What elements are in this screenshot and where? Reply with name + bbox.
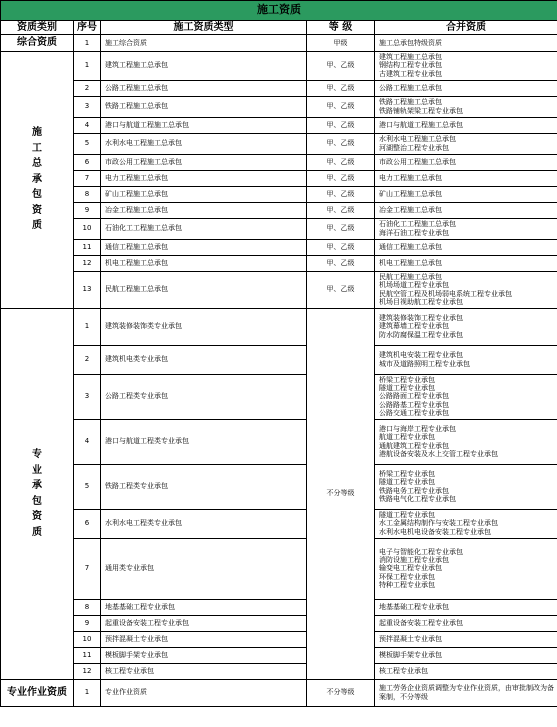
merged-item: 海洋石油工程专业承包: [379, 228, 449, 237]
merged-item: 航道工程专业承包: [379, 433, 435, 442]
row-number: 4: [74, 419, 101, 464]
table-row: [1, 154, 557, 170]
merged-item: 港航设备安装及水上交管工程专业承包: [379, 449, 498, 458]
qualification-level: 甲、乙级: [307, 255, 375, 271]
row-number: 6: [74, 509, 101, 538]
merged-item: 电力工程施工总承包: [379, 173, 442, 182]
row-number: 1: [74, 308, 101, 345]
qualification-type: 市政公用工程施工总承包: [101, 154, 307, 170]
row-number: 8: [74, 186, 101, 202]
category-text: 综合资质: [17, 37, 57, 48]
merged-item: 建筑幕墙工程专业承包: [379, 322, 449, 331]
qualification-type: 公路工程施工总承包: [101, 80, 307, 96]
merged-item: 防水防腐保温工程专业承包: [379, 330, 463, 339]
table-body: [1, 35, 557, 707]
table-row: [1, 35, 557, 52]
merged-item: 环保工程专业承包: [379, 572, 435, 581]
table-row: [1, 663, 557, 679]
table-row: [1, 80, 557, 96]
table-row: [1, 51, 557, 80]
merged-item: 地基基础工程专业承包: [379, 602, 449, 611]
category-text: 资: [32, 511, 42, 522]
qualification-level: 甲、乙级: [307, 186, 375, 202]
merged-qualifications: [375, 679, 557, 706]
row-number: 11: [74, 647, 101, 663]
table-row: [1, 308, 557, 345]
row-number: 6: [74, 154, 101, 170]
table-row: [1, 599, 557, 615]
row-number: 1: [74, 51, 101, 80]
row-number: 3: [74, 374, 101, 419]
table-row: [1, 464, 557, 509]
merged-item: 公路路面工程专业承包: [379, 392, 449, 401]
merged-item: 铁路电气化工程专业承包: [379, 494, 456, 503]
row-number: 2: [74, 80, 101, 96]
qualification-type: 建筑工程施工总承包: [101, 51, 307, 80]
row-number: 4: [74, 117, 101, 133]
merged-item: 民航空管工程及机场弱电系统工程专业承包: [379, 289, 512, 298]
merged-qualifications: [375, 154, 557, 170]
merged-qualifications: [375, 509, 557, 538]
table-row: [1, 170, 557, 186]
merged-item: 公路工程施工总承包: [379, 83, 442, 92]
merged-item: 水工金属结构制作与安装工程专业承包: [379, 519, 498, 528]
merged-item: 电子与智能化工程专业承包: [379, 548, 463, 557]
category-text: 专: [32, 449, 42, 460]
merged-qualifications: [375, 255, 557, 271]
qualification-type: 水利水电工程施工总承包: [101, 133, 307, 154]
merged-item: 隧道工程专业承包: [379, 478, 435, 487]
merged-item: 铁路电务工程专业承包: [379, 486, 449, 495]
merged-item: 钢结构工程专业承包: [379, 61, 442, 70]
qualification-type: 水利水电工程类专业承包: [101, 509, 307, 538]
merged-qualifications: [375, 538, 557, 599]
merged-qualifications: [375, 133, 557, 154]
qualification-level: 不分等级: [307, 679, 375, 706]
table-row: [1, 239, 557, 255]
merged-item: 建筑装修装饰工程专业承包: [379, 314, 463, 323]
merged-qualifications: [375, 239, 557, 255]
merged-qualifications: [375, 631, 557, 647]
merged-item: 消防设施工程专业承包: [379, 556, 449, 565]
header-level: 等 级: [307, 21, 375, 35]
qualification-level: 甲、乙级: [307, 202, 375, 218]
row-number: 10: [74, 631, 101, 647]
table-row: [1, 631, 557, 647]
category-cell: [1, 51, 74, 308]
merged-qualifications: [375, 345, 557, 374]
merged-qualifications: [375, 647, 557, 663]
category-text: 资: [32, 204, 42, 216]
merged-item: 起重设备安装工程专业承包: [379, 618, 463, 627]
qualification-type: 机电工程施工总承包: [101, 255, 307, 271]
qualification-type: 通用类专业承包: [101, 538, 307, 599]
qualification-type: 通信工程施工总承包: [101, 239, 307, 255]
merged-item: 特种工程专业承包: [379, 580, 435, 589]
merged-item: 水利水电机电设备安装工程专业承包: [379, 527, 491, 536]
row-number: 5: [74, 464, 101, 509]
merged-item: 建筑工程施工总承包: [379, 53, 442, 62]
merged-item: 隧道工程专业承包: [379, 384, 435, 393]
table-row: [1, 117, 557, 133]
qualification-level: 甲、乙级: [307, 239, 375, 255]
category-text: 施: [32, 127, 42, 139]
qualification-level: 不分等级: [307, 308, 375, 679]
header-category: 资质类别: [1, 21, 74, 35]
merged-item: 通信工程施工总承包: [379, 242, 442, 251]
qualification-type: 施工综合资质: [101, 35, 307, 52]
category-cell: [1, 35, 74, 52]
category-text: 包: [32, 495, 42, 507]
merged-qualifications: [375, 374, 557, 419]
qualification-level: 甲、乙级: [307, 117, 375, 133]
table-row: [1, 615, 557, 631]
merged-item: 市政公用工程施工总承包: [379, 157, 456, 166]
merged-qualifications: [375, 218, 557, 239]
table-row: [1, 679, 557, 706]
merged-item: 隧道工程专业承包: [379, 511, 435, 520]
merged-item: 桥梁工程专业承包: [379, 376, 435, 385]
category-text: 工: [32, 142, 42, 154]
merged-item: 施工劳务企业资质调整为专业作业资质，由审批制改为备案制，不分等级: [379, 684, 554, 701]
qualification-type: 民航工程施工总承包: [101, 271, 307, 308]
merged-qualifications: [375, 464, 557, 509]
merged-qualifications: [375, 663, 557, 679]
row-number: 9: [74, 615, 101, 631]
qualification-type: 铁路工程类专业承包: [101, 464, 307, 509]
qualification-type: 公路工程类专业承包: [101, 374, 307, 419]
qualification-level: 甲、乙级: [307, 170, 375, 186]
header-no: 序号: [74, 21, 101, 35]
category-text: 业: [32, 464, 42, 476]
merged-qualifications: [375, 170, 557, 186]
header-type: 施工资质类型: [101, 21, 307, 35]
merged-item: 冶金工程施工总承包: [379, 205, 442, 214]
merged-qualifications: [375, 615, 557, 631]
qualification-type: 冶金工程施工总承包: [101, 202, 307, 218]
merged-qualifications: [375, 308, 557, 345]
qualification-level: 甲、乙级: [307, 133, 375, 154]
merged-item: 城市及道路照明工程专业承包: [379, 359, 470, 368]
table-row: [1, 345, 557, 374]
merged-qualifications: [375, 35, 557, 52]
category-cell: [1, 679, 74, 706]
category-text: 总: [32, 158, 42, 170]
qualification-type: 石油化工工程施工总承包: [101, 218, 307, 239]
qualification-type: 电力工程施工总承包: [101, 170, 307, 186]
table-row: [1, 419, 557, 464]
merged-item: 古建筑工程专业承包: [379, 69, 442, 78]
table-row: [1, 202, 557, 218]
qualification-level: 甲、乙级: [307, 96, 375, 117]
table-row: [1, 538, 557, 599]
table-row: [1, 374, 557, 419]
row-number: 1: [74, 679, 101, 706]
qualification-type: 建筑机电类专业承包: [101, 345, 307, 374]
merged-item: 建筑机电安装工程专业承包: [379, 351, 463, 360]
merged-item: 河湖整治工程专业承包: [379, 143, 449, 152]
merged-qualifications: [375, 186, 557, 202]
row-number: 3: [74, 96, 101, 117]
merged-item: 核工程专业承包: [379, 666, 428, 675]
merged-item: 矿山工程施工总承包: [379, 189, 442, 198]
qualification-type: 铁路工程施工总承包: [101, 96, 307, 117]
merged-item: 民航工程施工总承包: [379, 273, 442, 282]
header-merged: 合并资质: [375, 21, 557, 35]
merged-item: 港口与航道工程施工总承包: [379, 120, 463, 129]
category-cell: [1, 308, 74, 679]
qualification-type: 建筑装修装饰类专业承包: [101, 308, 307, 345]
merged-qualifications: [375, 271, 557, 308]
category-text: 专业作业资质: [7, 686, 67, 698]
qualification-type: 预拌混凝土专业承包: [101, 631, 307, 647]
merged-item: 模板脚手架专业承包: [379, 650, 442, 659]
merged-qualifications: [375, 51, 557, 80]
qualification-level: 甲、乙级: [307, 218, 375, 239]
merged-item: 通航建筑工程专业承包: [379, 441, 449, 450]
table-row: [1, 271, 557, 308]
merged-item: 公路交通工程专业承包: [379, 408, 449, 417]
row-number: 7: [74, 170, 101, 186]
merged-qualifications: [375, 419, 557, 464]
merged-qualifications: [375, 202, 557, 218]
qualification-type: 港口与航道工程施工总承包: [101, 117, 307, 133]
row-number: 5: [74, 133, 101, 154]
row-number: 1: [74, 35, 101, 52]
category-text: 承: [32, 173, 42, 185]
category-text: 承: [32, 480, 42, 491]
qualification-type: 起重设备安装工程专业承包: [101, 615, 307, 631]
table-row: [1, 255, 557, 271]
category-text: 质: [32, 220, 42, 232]
merged-qualifications: [375, 80, 557, 96]
qualification-type: 矿山工程施工总承包: [101, 186, 307, 202]
row-number: 12: [74, 255, 101, 271]
qualification-type: 核工程专业承包: [101, 663, 307, 679]
row-number: 7: [74, 538, 101, 599]
table-row: [1, 509, 557, 538]
merged-item: 铁路铺轨架梁工程专业承包: [379, 106, 463, 115]
row-number: 8: [74, 599, 101, 615]
merged-item: 桥梁工程专业承包: [379, 470, 435, 479]
merged-qualifications: [375, 599, 557, 615]
merged-item: 预拌混凝土专业承包: [379, 634, 442, 643]
merged-qualifications: [375, 96, 557, 117]
merged-item: 输变电工程专业承包: [379, 564, 442, 573]
merged-item: 机场场道工程专业承包: [379, 281, 449, 290]
merged-item: 港口与海岸工程专业承包: [379, 425, 456, 434]
merged-item: 石油化工工程施工总承包: [379, 220, 456, 229]
merged-item: 机场目视助航工程专业承包: [379, 297, 463, 306]
category-text: 质: [32, 526, 42, 538]
row-number: 9: [74, 202, 101, 218]
qualification-level: 甲、乙级: [307, 271, 375, 308]
qualification-level: 甲、乙级: [307, 51, 375, 80]
header-row: [1, 21, 557, 35]
qualification-level: 甲、乙级: [307, 154, 375, 170]
merged-item: 铁路工程施工总承包: [379, 98, 442, 107]
table-row: [1, 133, 557, 154]
qualification-type: 模板脚手架专业承包: [101, 647, 307, 663]
qualification-type: 地基基础工程专业承包: [101, 599, 307, 615]
row-number: 10: [74, 218, 101, 239]
merged-item: 公路路基工程专业承包: [379, 400, 449, 409]
category-text: 包: [32, 189, 42, 201]
table-row: [1, 96, 557, 117]
merged-item: 施工总承包特级资质: [379, 38, 442, 47]
qualification-type: 港口与航道工程类专业承包: [101, 419, 307, 464]
merged-qualifications: [375, 117, 557, 133]
table-row: [1, 218, 557, 239]
row-number: 2: [74, 345, 101, 374]
row-number: 13: [74, 271, 101, 308]
table-title: 施工资质: [1, 1, 557, 21]
row-number: 11: [74, 239, 101, 255]
table-row: [1, 186, 557, 202]
merged-item: 水利水电工程施工总承包: [379, 135, 456, 144]
merged-item: 机电工程施工总承包: [379, 258, 442, 267]
qualification-level: 甲、乙级: [307, 80, 375, 96]
table-row: [1, 647, 557, 663]
qualification-type: 专业作业资质: [101, 679, 307, 706]
row-number: 12: [74, 663, 101, 679]
qualification-level: 甲级: [307, 35, 375, 52]
